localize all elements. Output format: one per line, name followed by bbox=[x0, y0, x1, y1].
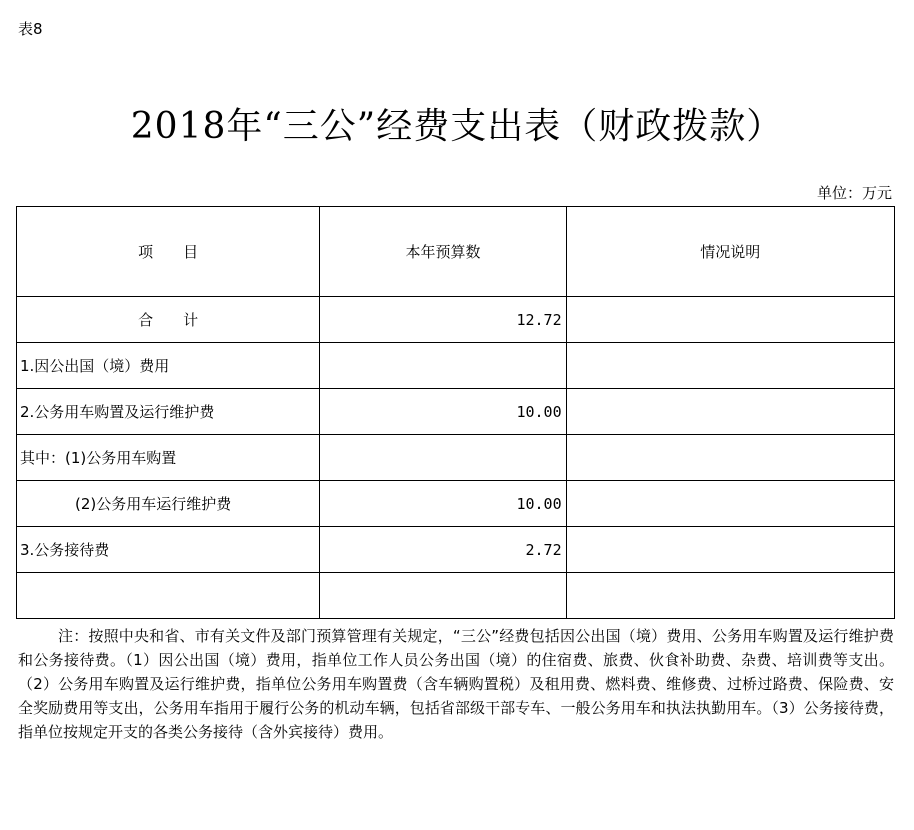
footnote: 注：按照中央和省、市有关文件及部门预算管理有关规定，“三公”经费包括因公出国（境）费用、公务用车购置及运行维护费和公务接待费。（1）因公出国（境）费用，指单位工作人员公务出国（境）的住宿费、旅费、伙食补助费、杂费、培训费等支出。（2）公务用车购置及运行维护费，指单位公务用车购置费（含车辆购置税）及租用费、燃料费、维修费、过桥过路费、保险费、安全奖励费用等支出，公务用车指用于履行公务的机动车辆，包括省部级干部专车、一般公务用车和执法执勤用车。（3）公务接待费，指单位按规定开支的各类公务接待（含外宾接待）费用。 bbox=[18, 627, 894, 741]
page-title: 2018年“三公”经费支出表（财政拨款） bbox=[130, 106, 784, 147]
row-remark bbox=[566, 297, 894, 343]
header-amount: 本年预算数 bbox=[320, 207, 566, 297]
unit-label: 单位：万元 bbox=[816, 184, 892, 202]
table-row-total bbox=[17, 297, 895, 343]
row-item bbox=[17, 573, 320, 619]
row-amount: 10.00 bbox=[320, 481, 566, 527]
table-row bbox=[17, 343, 895, 389]
table-row bbox=[17, 481, 895, 527]
row-item: 1.因公出国（境）费用 bbox=[17, 343, 320, 389]
row-remark bbox=[566, 573, 894, 619]
row-item: (2)公务用车运行维护费 bbox=[17, 481, 320, 527]
row-amount: 2.72 bbox=[320, 527, 566, 573]
table-header-row bbox=[17, 207, 895, 297]
table-row bbox=[17, 435, 895, 481]
row-amount bbox=[320, 343, 566, 389]
row-item: 2.公务用车购置及运行维护费 bbox=[17, 389, 320, 435]
row-amount: 10.00 bbox=[320, 389, 566, 435]
row-item: 其中：(1)公务用车购置 bbox=[17, 435, 320, 481]
row-item: 合 计 bbox=[17, 297, 320, 343]
row-remark bbox=[566, 389, 894, 435]
row-remark bbox=[566, 481, 894, 527]
header-item: 项 目 bbox=[17, 207, 320, 297]
table-row-empty bbox=[17, 573, 895, 619]
row-amount bbox=[320, 573, 566, 619]
table-row bbox=[17, 527, 895, 573]
header-remark: 情况说明 bbox=[566, 207, 894, 297]
row-remark bbox=[566, 527, 894, 573]
table-row bbox=[17, 389, 895, 435]
row-remark bbox=[566, 343, 894, 389]
row-amount: 12.72 bbox=[320, 297, 566, 343]
table-number: 表8 bbox=[18, 20, 43, 38]
row-remark bbox=[566, 435, 894, 481]
budget-table bbox=[16, 206, 895, 619]
row-amount bbox=[320, 435, 566, 481]
row-item: 3.公务接待费 bbox=[17, 527, 320, 573]
